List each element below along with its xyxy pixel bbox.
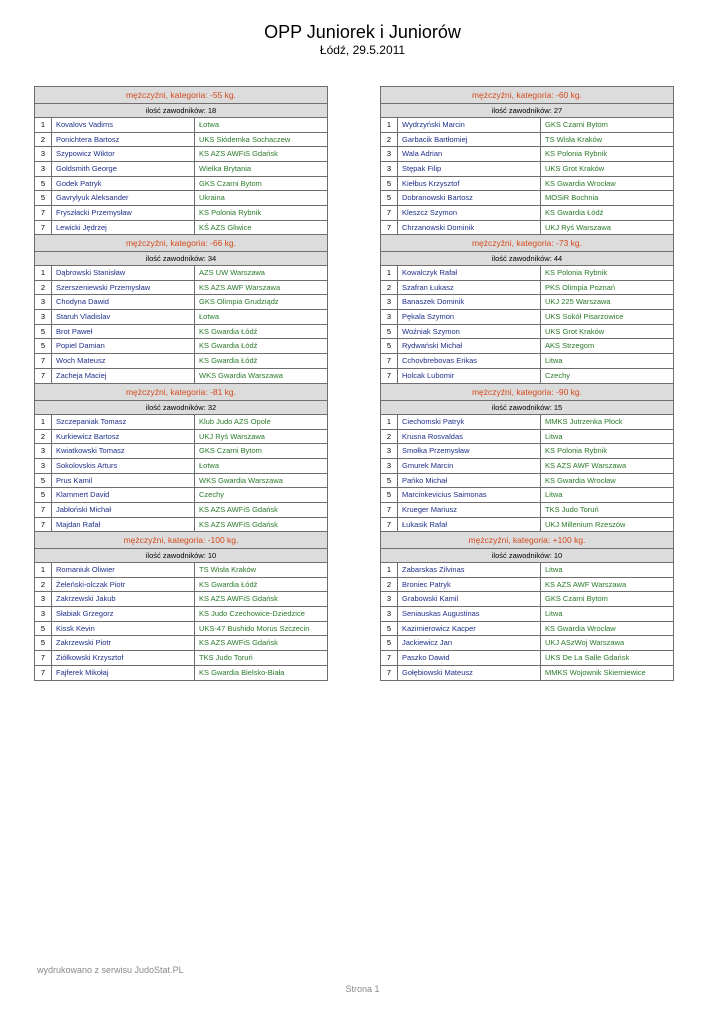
competitor-name: Garbacik Bartłomiej bbox=[398, 133, 541, 147]
table-row bbox=[35, 118, 327, 133]
table-row bbox=[381, 221, 673, 235]
club-name: KS Gwardia Łódź bbox=[199, 356, 258, 366]
club-name: UKS Grot Kraków bbox=[545, 326, 605, 336]
club-name: KS Judo Czechowice-Dziedzice bbox=[199, 609, 305, 619]
club-name: KS Polonia Rybnik bbox=[545, 149, 608, 159]
placement-rank: 5 bbox=[381, 177, 398, 191]
club-name: KŚ AZS Gliwice bbox=[199, 222, 252, 232]
category-table bbox=[34, 531, 328, 681]
table-row bbox=[381, 354, 673, 369]
club-name: WKS Gwardia Warszawa bbox=[199, 475, 283, 485]
table-row bbox=[35, 578, 327, 593]
placement-rank: 3 bbox=[381, 162, 398, 176]
club-name: Łotwa bbox=[199, 312, 220, 322]
competitor-name: Krueger Mariusz bbox=[398, 503, 541, 517]
club-name: Czechy bbox=[199, 490, 225, 500]
club-name: UKS Sokół Pisarzowice bbox=[545, 312, 624, 322]
table-row bbox=[35, 295, 327, 310]
placement-rank: 7 bbox=[381, 503, 398, 517]
placement-rank: 7 bbox=[35, 221, 52, 235]
placement-rank: 3 bbox=[381, 147, 398, 161]
club-name: UKS Siódemka Sochaczew bbox=[199, 134, 291, 144]
club-name: UKJ Millenium Rzeszów bbox=[545, 519, 626, 529]
club-name: KS AZS AWFiS Gdańsk bbox=[199, 594, 278, 604]
competitor-name: Kovalovs Vadims bbox=[52, 118, 195, 132]
competitor-name: Paszko Dawid bbox=[398, 651, 541, 665]
placement-rank: 5 bbox=[381, 636, 398, 650]
competitor-name: Kurkiewicz Bartosz bbox=[52, 430, 195, 444]
table-row bbox=[381, 430, 673, 445]
category-table bbox=[34, 234, 328, 384]
table-row bbox=[381, 592, 673, 607]
placement-rank: 5 bbox=[381, 488, 398, 502]
club-name: Klub Judo AZS Opole bbox=[199, 417, 271, 426]
competitor-name: Woźniak Szymon bbox=[398, 325, 541, 339]
club-name: KS AZS AWFiS Gdańsk bbox=[199, 149, 278, 159]
table-row bbox=[381, 206, 673, 221]
competitor-count: ilość zawodników: 27 bbox=[381, 104, 673, 118]
club-name: Łotwa bbox=[199, 120, 220, 129]
competitor-name: Zakrzewski Piotr bbox=[52, 636, 195, 650]
placement-rank: 5 bbox=[35, 177, 52, 191]
club-name: UKJ ASzWoj Warszawa bbox=[545, 638, 625, 648]
competitor-name: Dobranowski Bartosz bbox=[398, 191, 541, 205]
club-name: TKS Judo Toruń bbox=[545, 505, 599, 515]
competitor-name: Jackiewicz Jan bbox=[398, 636, 541, 650]
placement-rank: 2 bbox=[381, 133, 398, 147]
table-row bbox=[35, 444, 327, 459]
table-row bbox=[381, 488, 673, 503]
competitor-name: Kwiatkowski Tomasz bbox=[52, 444, 195, 458]
competitor-name: Banaszek Dominik bbox=[398, 295, 541, 309]
competitor-count: ilość zawodników: 34 bbox=[35, 252, 327, 266]
competitor-name: Chrzanowski Dominik bbox=[398, 221, 541, 235]
placement-rank: 2 bbox=[381, 578, 398, 592]
printed-from-note: wydrukowano z serwisu JudoStat.PL bbox=[37, 965, 184, 975]
competitor-name: Kleszcz Szymon bbox=[398, 206, 541, 220]
page-subtitle: Łódź, 29.5.2011 bbox=[319, 43, 406, 57]
club-name: KS Gwardia Wrocław bbox=[545, 623, 616, 633]
club-name: Litwa bbox=[545, 356, 563, 366]
competitor-count: ilość zawodników: 10 bbox=[381, 549, 673, 563]
table-row bbox=[381, 147, 673, 162]
table-row bbox=[35, 221, 327, 235]
competitor-count: ilość zawodników: 32 bbox=[35, 401, 327, 415]
category-title: mężczyźni, kategoria: -55 kg. bbox=[35, 87, 327, 104]
table-row bbox=[35, 310, 327, 325]
competitor-name: Staruh Vladislav bbox=[52, 310, 195, 324]
club-name: KS Gwardia Łódź bbox=[199, 579, 258, 589]
placement-rank: 7 bbox=[35, 369, 52, 383]
competitor-count: ilość zawodników: 18 bbox=[35, 104, 327, 118]
club-name: KS AZS AWFiS Gdańsk bbox=[199, 638, 278, 648]
placement-rank: 2 bbox=[381, 430, 398, 444]
competitor-name: Żeleński-olczak Piotr bbox=[52, 578, 195, 592]
club-name: MMKS Wojownik Skierniewice bbox=[545, 667, 646, 677]
competitor-name: Sokolovskis Arturs bbox=[52, 459, 195, 473]
club-name: Litwa bbox=[545, 565, 563, 574]
placement-rank: 1 bbox=[35, 266, 52, 280]
competitor-name: Jabłoński Michał bbox=[52, 503, 195, 517]
club-name: KS AZS AWF Warszawa bbox=[199, 282, 281, 292]
competitor-name: Romaniuk Oliwier bbox=[52, 563, 195, 577]
club-name: TKS Judo Toruń bbox=[199, 653, 253, 663]
club-name: KS AZS AWFiS Gdańsk bbox=[199, 505, 278, 515]
competitor-name: Szypowicz Wiktor bbox=[52, 147, 195, 161]
table-row bbox=[381, 578, 673, 593]
table-row bbox=[35, 651, 327, 666]
placement-rank: 3 bbox=[35, 444, 52, 458]
table-row bbox=[381, 266, 673, 281]
table-row bbox=[381, 281, 673, 296]
competitor-name: Krusna Rosvaldas bbox=[398, 430, 541, 444]
placement-rank: 5 bbox=[381, 474, 398, 488]
placement-rank: 2 bbox=[35, 133, 52, 147]
table-row bbox=[381, 651, 673, 666]
table-row bbox=[35, 518, 327, 532]
table-row bbox=[381, 191, 673, 206]
category-title: mężczyźni, kategoria: -90 kg. bbox=[381, 384, 673, 401]
placement-rank: 7 bbox=[381, 221, 398, 235]
table-row bbox=[381, 474, 673, 489]
placement-rank: 2 bbox=[35, 430, 52, 444]
competitor-name: Cchovbrebovas Erikas bbox=[398, 354, 541, 368]
competitor-name: Zacheja Maciej bbox=[52, 369, 195, 383]
table-row bbox=[35, 666, 327, 680]
table-row bbox=[381, 133, 673, 148]
competitor-name: Słabiak Grzegorz bbox=[52, 607, 195, 621]
placement-rank: 3 bbox=[381, 592, 398, 606]
club-name: Litwa bbox=[545, 431, 563, 441]
competitor-name: Chodyna Dawid bbox=[52, 295, 195, 309]
table-row bbox=[35, 563, 327, 578]
club-name: KS Gwardia Łódź bbox=[545, 208, 604, 218]
competitor-name: Wydrzyński Marcin bbox=[398, 118, 541, 132]
table-row bbox=[35, 622, 327, 637]
table-row bbox=[35, 133, 327, 148]
category-title: mężczyźni, kategoria: -81 kg. bbox=[35, 384, 327, 401]
table-row bbox=[35, 607, 327, 622]
table-row bbox=[381, 666, 673, 680]
table-row bbox=[381, 325, 673, 340]
competitor-name: Majdan Rafał bbox=[52, 518, 195, 532]
club-name: KS AZS AWF Warszawa bbox=[545, 461, 627, 471]
club-name: AKS Strzegom bbox=[545, 341, 595, 351]
placement-rank: 1 bbox=[381, 266, 398, 280]
competitor-name: Klammert David bbox=[52, 488, 195, 502]
club-name: KS Polonia Rybnik bbox=[545, 446, 608, 456]
placement-rank: 5 bbox=[35, 191, 52, 205]
placement-rank: 3 bbox=[381, 444, 398, 458]
table-row bbox=[381, 622, 673, 637]
competitor-name: Marcinkevicius Saimonas bbox=[398, 488, 541, 502]
club-name: KS Gwardia Wrocław bbox=[545, 178, 616, 188]
competitor-name: Zakrzewski Jakub bbox=[52, 592, 195, 606]
table-row bbox=[35, 206, 327, 221]
placement-rank: 7 bbox=[35, 518, 52, 532]
table-row bbox=[381, 118, 673, 133]
placement-rank: 3 bbox=[381, 459, 398, 473]
table-row bbox=[35, 191, 327, 206]
competitor-name: Fryszłacki Przemysław bbox=[52, 206, 195, 220]
competitor-name: Broniec Patryk bbox=[398, 578, 541, 592]
competitor-name: Brot Paweł bbox=[52, 325, 195, 339]
competitor-name: Smołka Przemysław bbox=[398, 444, 541, 458]
table-row bbox=[35, 162, 327, 177]
placement-rank: 5 bbox=[381, 325, 398, 339]
club-name: UKJ Ryś Warszawa bbox=[199, 431, 265, 441]
table-row bbox=[35, 177, 327, 192]
category-table bbox=[380, 531, 674, 681]
placement-rank: 2 bbox=[381, 281, 398, 295]
competitor-name: Ciechomski Patryk bbox=[398, 415, 541, 429]
club-name: UKS Grot Kraków bbox=[545, 164, 605, 174]
placement-rank: 3 bbox=[381, 310, 398, 324]
competitor-name: Godek Patryk bbox=[52, 177, 195, 191]
placement-rank: 7 bbox=[381, 354, 398, 368]
category-title: mężczyźni, kategoria: -73 kg. bbox=[381, 235, 673, 252]
placement-rank: 3 bbox=[35, 459, 52, 473]
competitor-name: Pańko Michał bbox=[398, 474, 541, 488]
table-row bbox=[381, 444, 673, 459]
club-name: KS Polonia Rybnik bbox=[545, 268, 608, 277]
category-table bbox=[34, 383, 328, 533]
placement-rank: 7 bbox=[381, 206, 398, 220]
table-row bbox=[381, 459, 673, 474]
competitor-name: Holcak Lubomir bbox=[398, 369, 541, 383]
placement-rank: 5 bbox=[35, 622, 52, 636]
placement-rank: 7 bbox=[35, 503, 52, 517]
placement-rank: 5 bbox=[381, 622, 398, 636]
competitor-count: ilość zawodników: 44 bbox=[381, 252, 673, 266]
table-row bbox=[35, 592, 327, 607]
category-title: mężczyźni, kategoria: -60 kg. bbox=[381, 87, 673, 104]
category-title: mężczyźni, kategoria: -66 kg. bbox=[35, 235, 327, 252]
placement-rank: 3 bbox=[35, 607, 52, 621]
placement-rank: 1 bbox=[381, 415, 398, 429]
table-row bbox=[381, 563, 673, 578]
table-row bbox=[35, 354, 327, 369]
table-row bbox=[381, 503, 673, 518]
placement-rank: 3 bbox=[35, 147, 52, 161]
club-name: Litwa bbox=[545, 609, 563, 619]
table-row bbox=[35, 503, 327, 518]
competitor-count: ilość zawodników: 10 bbox=[35, 549, 327, 563]
competitor-name: Stępak Filip bbox=[398, 162, 541, 176]
page-title: OPP Juniorek i Juniorów bbox=[264, 22, 461, 42]
club-name: UKS-47 Bushido Morus Szczecin bbox=[199, 623, 310, 633]
club-name: PKS Olimpia Poznań bbox=[545, 282, 616, 292]
competitor-name: Pękala Szymon bbox=[398, 310, 541, 324]
competitor-name: Grabowski Kamil bbox=[398, 592, 541, 606]
table-row bbox=[381, 518, 673, 532]
table-row bbox=[35, 147, 327, 162]
placement-rank: 7 bbox=[35, 651, 52, 665]
placement-rank: 7 bbox=[381, 666, 398, 680]
placement-rank: 7 bbox=[35, 666, 52, 680]
club-name: GKS Czarni Bytom bbox=[199, 446, 262, 456]
placement-rank: 7 bbox=[35, 354, 52, 368]
club-name: KS Polonia Rybnik bbox=[199, 208, 262, 218]
club-name: TS Wisła Kraków bbox=[545, 134, 603, 144]
club-name: GKS Czarni Bytom bbox=[199, 178, 262, 188]
competitor-name: Kazimierowicz Kacper bbox=[398, 622, 541, 636]
club-name: UKS De La Salle Gdańsk bbox=[545, 653, 630, 663]
club-name: UKJ Ryś Warszawa bbox=[545, 222, 611, 232]
page-number: Strona 1 bbox=[345, 984, 380, 994]
table-row bbox=[381, 310, 673, 325]
club-name: MMKS Jutrzenka Płock bbox=[545, 417, 623, 426]
category-title: mężczyźni, kategoria: -100 kg. bbox=[35, 532, 327, 549]
club-name: Łotwa bbox=[199, 461, 220, 471]
table-row bbox=[381, 295, 673, 310]
club-name: KS Gwardia Łódź bbox=[199, 341, 258, 351]
competitor-name: Prus Kamil bbox=[52, 474, 195, 488]
competitor-name: Goldsmith George bbox=[52, 162, 195, 176]
table-row bbox=[35, 339, 327, 354]
competitor-name: Kiełbus Krzysztof bbox=[398, 177, 541, 191]
placement-rank: 3 bbox=[381, 295, 398, 309]
placement-rank: 1 bbox=[35, 118, 52, 132]
club-name: WKS Gwardia Warszawa bbox=[199, 370, 283, 380]
table-row bbox=[381, 607, 673, 622]
table-row bbox=[381, 369, 673, 383]
table-row bbox=[35, 636, 327, 651]
category-table bbox=[380, 86, 674, 236]
competitor-name: Kissk Kevin bbox=[52, 622, 195, 636]
placement-rank: 3 bbox=[35, 162, 52, 176]
club-name: Wielka Brytania bbox=[199, 164, 252, 174]
competitor-name: Lewicki Jędrzej bbox=[52, 221, 195, 235]
table-row bbox=[35, 369, 327, 383]
placement-rank: 7 bbox=[381, 369, 398, 383]
club-name: KS AZS AWF Warszawa bbox=[545, 579, 627, 589]
competitor-name: Kowalczyk Rafał bbox=[398, 266, 541, 280]
club-name: Czechy bbox=[545, 370, 571, 380]
placement-rank: 3 bbox=[35, 295, 52, 309]
table-row bbox=[35, 488, 327, 503]
club-name: MOSiR Bochnia bbox=[545, 193, 599, 203]
table-row bbox=[35, 325, 327, 340]
competitor-name: Popiel Damian bbox=[52, 339, 195, 353]
placement-rank: 2 bbox=[35, 281, 52, 295]
table-row bbox=[35, 430, 327, 445]
club-name: GKS Olimpia Grudziądz bbox=[199, 297, 279, 307]
placement-rank: 5 bbox=[35, 488, 52, 502]
competitor-name: Zabarskas Zilvinas bbox=[398, 563, 541, 577]
placement-rank: 5 bbox=[381, 339, 398, 353]
placement-rank: 3 bbox=[35, 310, 52, 324]
club-name: KS Gwardia Bielsko-Biała bbox=[199, 667, 285, 677]
competitor-name: Seniauskas Augustinas bbox=[398, 607, 541, 621]
placement-rank: 7 bbox=[381, 518, 398, 532]
category-table bbox=[380, 383, 674, 533]
table-row bbox=[35, 266, 327, 281]
placement-rank: 1 bbox=[35, 563, 52, 577]
table-row bbox=[35, 474, 327, 489]
club-name: GKS Czarni Bytom bbox=[545, 594, 608, 604]
competitor-name: Wala Adrian bbox=[398, 147, 541, 161]
table-row bbox=[35, 281, 327, 296]
competitor-count: ilość zawodników: 15 bbox=[381, 401, 673, 415]
placement-rank: 7 bbox=[381, 651, 398, 665]
competitor-name: Szerszeniewski Przemysław bbox=[52, 281, 195, 295]
placement-rank: 1 bbox=[381, 118, 398, 132]
table-row bbox=[381, 339, 673, 354]
competitor-name: Gmurek Marcin bbox=[398, 459, 541, 473]
club-name: Litwa bbox=[545, 490, 563, 500]
competitor-name: Dąbrowski Stanisław bbox=[52, 266, 195, 280]
placement-rank: 2 bbox=[35, 578, 52, 592]
club-name: UKJ 225 Warszawa bbox=[545, 297, 611, 307]
competitor-name: Fajferek Mikołaj bbox=[52, 666, 195, 680]
placement-rank: 1 bbox=[35, 415, 52, 429]
placement-rank: 5 bbox=[35, 636, 52, 650]
placement-rank: 5 bbox=[35, 339, 52, 353]
competitor-name: Łukasik Rafał bbox=[398, 518, 541, 532]
club-name: KS AZS AWFiS Gdańsk bbox=[199, 519, 278, 529]
club-name: KS Gwardia Łódź bbox=[199, 326, 258, 336]
competitor-name: Szafran Łukasz bbox=[398, 281, 541, 295]
competitor-name: Woch Mateusz bbox=[52, 354, 195, 368]
competitor-name: Ponichtera Bartosz bbox=[52, 133, 195, 147]
club-name: KS Gwardia Wrocław bbox=[545, 475, 616, 485]
category-table bbox=[380, 234, 674, 384]
competitor-name: Rydwański Michał bbox=[398, 339, 541, 353]
competitor-name: Ziółkowski Krzysztof bbox=[52, 651, 195, 665]
placement-rank: 7 bbox=[35, 206, 52, 220]
table-row bbox=[381, 636, 673, 651]
competitor-name: Szczepaniak Tomasz bbox=[52, 415, 195, 429]
table-row bbox=[35, 415, 327, 430]
table-row bbox=[381, 177, 673, 192]
category-table bbox=[34, 86, 328, 236]
table-row bbox=[381, 162, 673, 177]
competitor-name: Gavrylyuk Aleksander bbox=[52, 191, 195, 205]
club-name: GKS Czarni Bytom bbox=[545, 120, 608, 129]
table-row bbox=[35, 459, 327, 474]
placement-rank: 3 bbox=[381, 607, 398, 621]
club-name: Ukraina bbox=[199, 193, 225, 203]
competitor-name: Gołębiowski Mateusz bbox=[398, 666, 541, 680]
category-title: mężczyźni, kategoria: +100 kg. bbox=[381, 532, 673, 549]
club-name: AZS UW Warszawa bbox=[199, 268, 265, 277]
placement-rank: 3 bbox=[35, 592, 52, 606]
placement-rank: 5 bbox=[35, 325, 52, 339]
club-name: TS Wisła Kraków bbox=[199, 565, 257, 574]
placement-rank: 5 bbox=[35, 474, 52, 488]
placement-rank: 5 bbox=[381, 191, 398, 205]
placement-rank: 1 bbox=[381, 563, 398, 577]
table-row bbox=[381, 415, 673, 430]
